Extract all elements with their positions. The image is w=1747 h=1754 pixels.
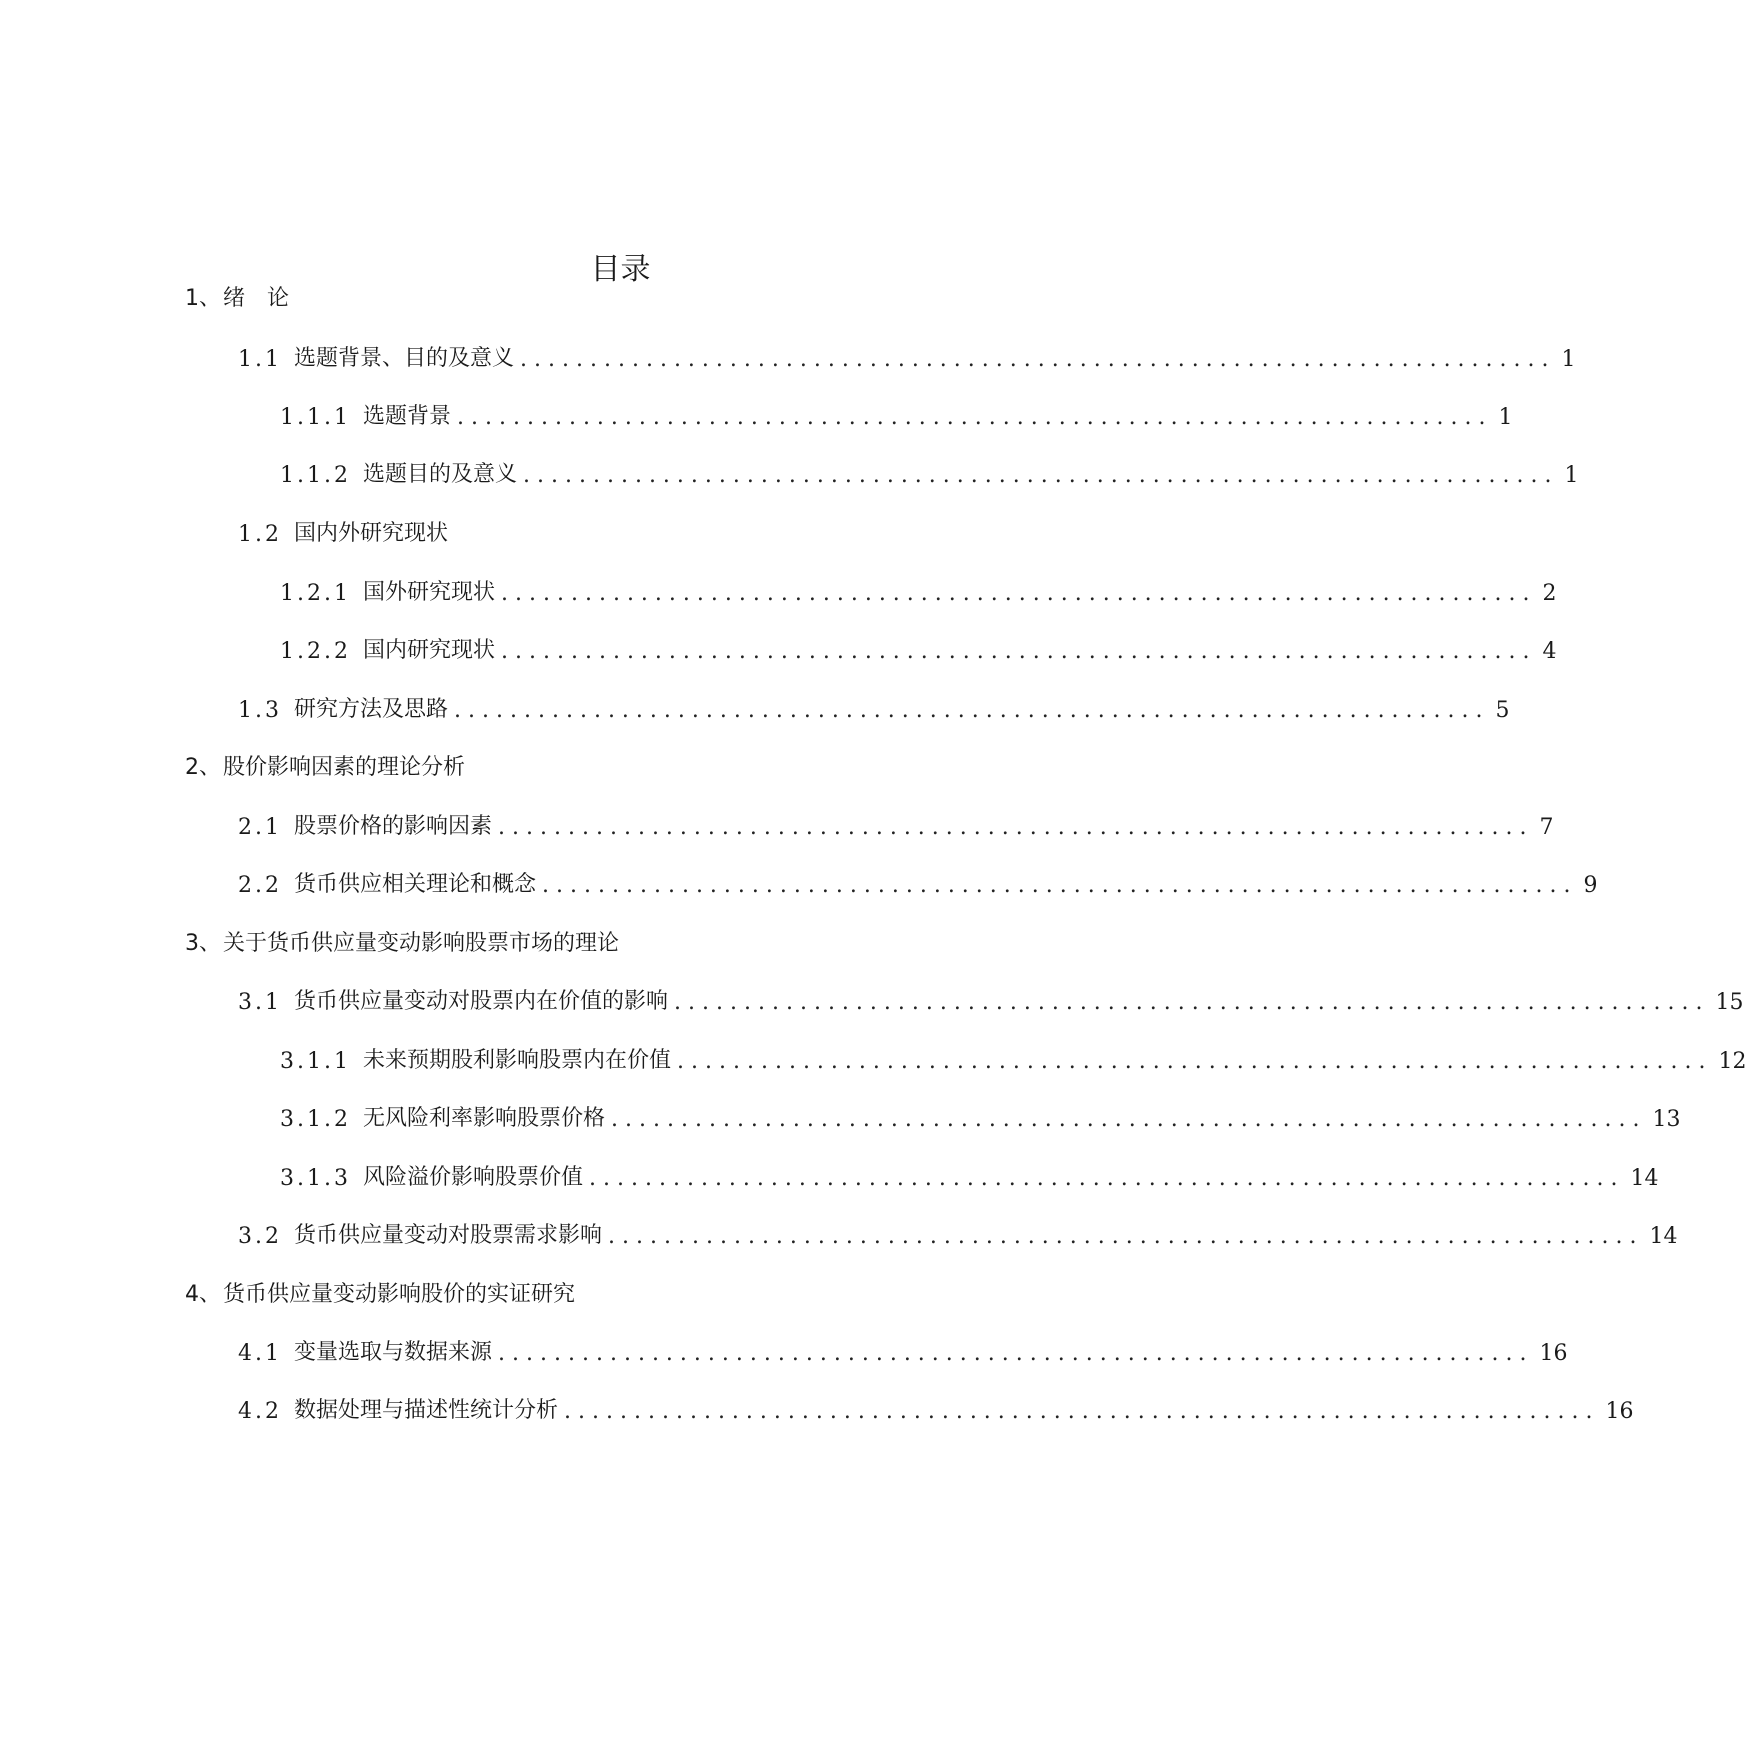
- toc-entry-3-1: [238, 981, 1744, 1015]
- dot-leader: ..........................................................................: [542, 873, 1578, 898]
- toc-entry-1-2-2: [280, 630, 1557, 664]
- toc-entry-3-2: [238, 1215, 1678, 1249]
- toc-entry-page: 16: [1605, 1399, 1634, 1424]
- toc-entry-number: 3.1: [238, 990, 282, 1015]
- toc-entry-number: 2、: [185, 755, 221, 780]
- toc-entry-text: 选题背景、目的及意义: [294, 346, 515, 371]
- dot-leader: ..........................................................................: [611, 1107, 1647, 1132]
- dot-leader: ..........................................................................: [520, 347, 1556, 372]
- toc-entry-text: 选题目的及意义: [362, 462, 517, 487]
- toc-entry-text: 国内外研究现状: [294, 521, 449, 546]
- toc-entry-number: 2.1: [238, 815, 282, 840]
- toc-entry-text: 研究方法及思路: [294, 697, 449, 722]
- dot-leader: ..........................................................................: [498, 1341, 1534, 1366]
- toc-entry-number: 1.2.1: [280, 581, 351, 606]
- toc-entry-3-1-1: [280, 1040, 1747, 1074]
- toc-entry-number: 4、: [185, 1282, 221, 1307]
- toc-entry-1-1-2: [280, 454, 1579, 488]
- dot-leader: ..........................................................................: [501, 581, 1537, 606]
- toc-entry-page: 14: [1649, 1224, 1678, 1249]
- toc-entry-3: [185, 923, 1055, 957]
- toc-entry-4-1: [238, 1332, 1568, 1366]
- toc-entry-1: [185, 278, 1055, 312]
- toc-entry-number: 3.1.1: [280, 1049, 351, 1074]
- toc-entry-text: 绪 论: [223, 286, 290, 311]
- dot-leader: ..........................................................................: [677, 1049, 1713, 1074]
- toc-entry-2-1: [238, 806, 1554, 840]
- toc-entry-4: [185, 1274, 1055, 1308]
- toc-entry-number: 1.1.1: [280, 405, 351, 430]
- toc-entry-number: 2.2: [238, 873, 282, 898]
- toc-entry-text: 风险溢价影响股票价值: [362, 1165, 583, 1190]
- dot-leader: ..........................................................................: [608, 1224, 1644, 1249]
- toc-entry-1-3: [238, 689, 1510, 723]
- toc-entry-3-1-3: [280, 1157, 1659, 1191]
- toc-entry-4-2: [238, 1390, 1634, 1424]
- dot-leader: ..........................................................................: [523, 463, 1559, 488]
- toc-entry-3-1-2: [280, 1098, 1681, 1132]
- toc-entry-text: 未来预期股利影响股票内在价值: [362, 1048, 671, 1073]
- toc-entry-page: 2: [1542, 581, 1557, 606]
- toc-entry-text: 变量选取与数据来源: [294, 1340, 493, 1365]
- dot-leader: ..........................................................................: [564, 1399, 1600, 1424]
- toc-entry-page: 5: [1495, 698, 1510, 723]
- toc-entry-1-2-1: [280, 572, 1557, 606]
- toc-entry-page: 1: [1561, 347, 1576, 372]
- dot-leader: ..........................................................................: [674, 990, 1710, 1015]
- toc-entry-2: [185, 747, 1055, 781]
- toc-entry-text: 货币供应量变动对股票需求影响: [294, 1223, 603, 1248]
- toc-entry-1-1-1: [280, 396, 1513, 430]
- toc-entry-text: 无风险利率影响股票价格: [362, 1106, 605, 1131]
- toc-entry-number: 3、: [185, 931, 221, 956]
- toc-entry-page: 1: [1498, 405, 1513, 430]
- dot-leader: ..........................................................................: [498, 815, 1534, 840]
- toc-entry-number: 4.1: [238, 1341, 282, 1366]
- toc-entry-1-2: [238, 513, 1050, 547]
- dot-leader: ..........................................................................: [589, 1166, 1625, 1191]
- toc-entry-number: 3.1.2: [280, 1107, 351, 1132]
- toc-entry-page: 7: [1539, 815, 1554, 840]
- toc-entry-text: 货币供应量变动对股票内在价值的影响: [294, 989, 669, 1014]
- dot-leader: ..........................................................................: [457, 405, 1493, 430]
- toc-entry-number: 1.2: [238, 522, 282, 547]
- toc-entry-text: 股票价格的影响因素: [294, 814, 493, 839]
- toc-entry-text: 国内研究现状: [362, 638, 495, 663]
- toc-entry-number: 1.1.2: [280, 463, 351, 488]
- toc-entry-page: 4: [1542, 639, 1557, 664]
- toc-entry-number: 1、: [185, 286, 221, 311]
- toc-entry-page: 14: [1630, 1166, 1659, 1191]
- toc-entry-text: 货币供应量变动影响股价的实证研究: [223, 1282, 576, 1307]
- toc-entry-page: 1: [1564, 463, 1579, 488]
- toc-title: 目录: [590, 252, 651, 287]
- toc-entry-number: 1.3: [238, 698, 282, 723]
- toc-entry-text: 国外研究现状: [362, 580, 495, 605]
- toc-entry-1-1: [238, 338, 1576, 372]
- toc-entry-number: 1.1: [238, 347, 282, 372]
- toc-entry-page: 15: [1715, 990, 1744, 1015]
- toc-entry-number: 1.2.2: [280, 639, 351, 664]
- toc-entry-text: 股价影响因素的理论分析: [223, 755, 466, 780]
- toc-entry-page: 13: [1652, 1107, 1681, 1132]
- dot-leader: ..........................................................................: [501, 639, 1537, 664]
- toc-entry-number: 3.1.3: [280, 1166, 351, 1191]
- toc-entry-number: 4.2: [238, 1399, 282, 1424]
- toc-entry-page: 12: [1718, 1049, 1747, 1074]
- toc-entry-page: 9: [1583, 873, 1598, 898]
- toc-entry-2-2: [238, 864, 1598, 898]
- toc-entry-text: 货币供应相关理论和概念: [294, 872, 537, 897]
- toc-entry-text: 数据处理与描述性统计分析: [294, 1398, 559, 1423]
- dot-leader: ..........................................................................: [454, 698, 1490, 723]
- toc-entry-number: 3.2: [238, 1224, 282, 1249]
- toc-entry-text: 选题背景: [362, 404, 451, 429]
- toc-entry-text: 关于货币供应量变动影响股票市场的理论: [223, 931, 620, 956]
- toc-entry-page: 16: [1539, 1341, 1568, 1366]
